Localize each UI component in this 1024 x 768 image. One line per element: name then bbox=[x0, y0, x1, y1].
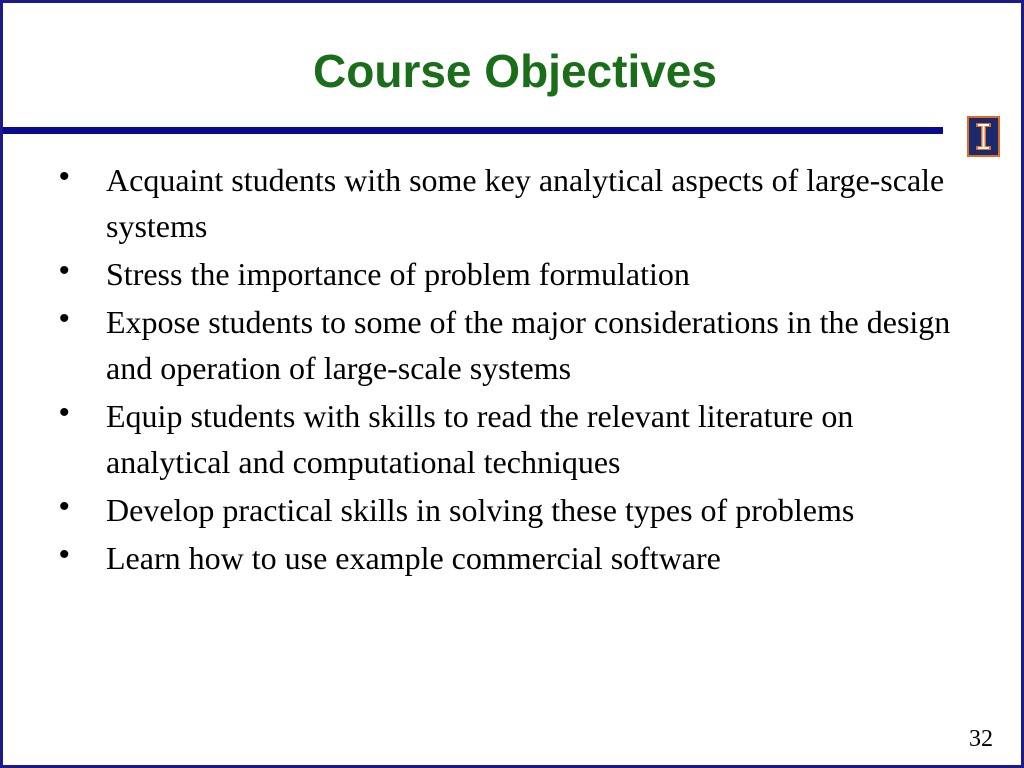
university-block-i-icon bbox=[967, 116, 1000, 157]
bullet-icon: • bbox=[59, 160, 70, 193]
list-item-text: Learn how to use example commercial software bbox=[106, 540, 721, 576]
bullet-icon: • bbox=[59, 254, 70, 287]
list-item bbox=[59, 393, 959, 485]
bullet-icon: • bbox=[59, 538, 70, 571]
list-item bbox=[59, 157, 959, 249]
list-item-text: Expose students to some of the major considerations in the design and operation of large-scale systems bbox=[106, 304, 951, 386]
bullet-icon: • bbox=[59, 302, 70, 335]
slide-title: Course Objectives bbox=[313, 45, 717, 97]
list-item bbox=[59, 299, 959, 391]
list-item-text: Equip students with skills to read the relevant literature on analytical and computational techniques bbox=[106, 398, 854, 480]
list-item bbox=[59, 535, 959, 581]
bullet-icon: • bbox=[59, 490, 70, 523]
list-item-text: Develop practical skills in solving these types of problems bbox=[106, 492, 855, 528]
page-number: 32 bbox=[969, 726, 993, 752]
bullet-icon: • bbox=[59, 396, 70, 429]
list-item bbox=[59, 251, 959, 297]
list-item-text: Acquaint students with some key analytical aspects of large-scale systems bbox=[106, 162, 945, 244]
objectives-list bbox=[59, 157, 959, 583]
list-item bbox=[59, 487, 959, 533]
title-divider bbox=[3, 127, 943, 134]
list-item-text: Stress the importance of problem formulation bbox=[106, 256, 690, 292]
